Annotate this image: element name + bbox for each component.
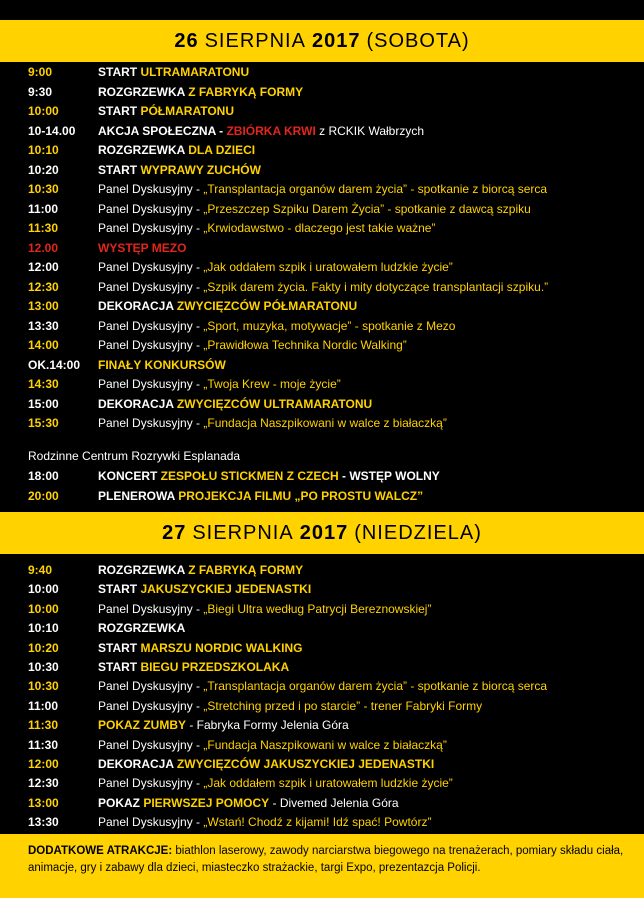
event-time: 10-14.00 — [28, 123, 76, 138]
event-time: 10:30 — [28, 182, 59, 196]
event-text: WYPRAWY ZUCHÓW — [140, 162, 261, 177]
event-description — [98, 374, 341, 394]
event-text: „Sport, muzyka, motywacje” - spotkanie z Mezo — [203, 318, 456, 333]
day2-month: SIERPNIA — [192, 521, 294, 544]
event-description — [98, 179, 547, 199]
event-description — [98, 676, 547, 696]
event-description — [98, 715, 349, 735]
additional-attractions — [0, 834, 644, 898]
schedule-row — [28, 296, 644, 316]
event-time: 10:20 — [28, 640, 59, 655]
event-description — [98, 335, 407, 355]
event-text: Panel Dyskusyjny - — [98, 815, 204, 830]
event-time: 11:00 — [28, 698, 59, 713]
schedule-row — [28, 82, 644, 102]
event-text: „Biegi Ultra według Patrycji Bereznowskiej” — [203, 601, 432, 616]
event-text: Panel Dyskusyjny - — [98, 776, 204, 791]
event-text: ULTRAMARATONU — [140, 65, 250, 79]
event-text: ROZGRZEWKA — [98, 621, 186, 636]
event-text: START — [98, 162, 141, 177]
day1-month: SIERPNIA — [204, 29, 306, 52]
event-description — [98, 218, 435, 238]
event-time: 10:10 — [28, 143, 59, 157]
event-description — [98, 355, 226, 375]
event-text: Panel Dyskusyjny - — [98, 182, 204, 196]
event-text: „Jak oddałem szpik i uratowałem ludzkie życie” — [203, 776, 453, 791]
schedule-row — [28, 560, 644, 580]
event-text: Panel Dyskusyjny - — [98, 416, 204, 430]
event-text: Panel Dyskusyjny - — [98, 260, 204, 274]
event-text: PÓŁMARATONU — [140, 104, 235, 118]
event-description — [98, 618, 185, 638]
day1-weekday: (SOBOTA) — [366, 29, 470, 52]
day1-header — [0, 20, 644, 62]
event-description — [98, 599, 431, 619]
event-text: ZWYCIĘZCÓW ULTRAMARATONU — [176, 396, 373, 411]
event-text: DEKORACJA — [98, 757, 177, 771]
schedule-row — [28, 257, 644, 277]
schedule-row — [28, 277, 644, 297]
event-text: - WSTĘP WOLNY — [338, 469, 440, 483]
event-time: 9:30 — [28, 84, 53, 99]
event-description — [98, 413, 447, 433]
event-text: Panel Dyskusyjny - — [98, 737, 204, 752]
event-text: WYSTĘP MEZO — [98, 240, 187, 255]
event-time: 15:00 — [28, 396, 59, 411]
day2-day: 27 — [162, 521, 187, 544]
schedule-row — [28, 466, 644, 486]
schedule-row — [28, 618, 644, 638]
event-text: Panel Dyskusyjny - — [98, 318, 204, 333]
schedule-row — [28, 657, 644, 677]
event-time: 10:00 — [28, 601, 59, 616]
event-description — [98, 257, 453, 277]
event-text: ZBIÓRKA KRWI — [226, 123, 316, 138]
event-time: 12:30 — [28, 279, 59, 294]
event-text: PROJEKCJA FILMU „PO PROSTU WALCZ” — [178, 488, 424, 503]
event-text: „Transplantacja organów darem życia” - spotkanie z biorcą serca — [203, 182, 548, 196]
schedule-row — [28, 754, 644, 774]
event-text: „Fundacja Naszpikowani w walce z białaczką” — [203, 416, 447, 430]
event-text: JAKUSZYCKIEJ JEDENASTKI — [140, 582, 312, 597]
event-description — [98, 140, 255, 160]
event-text: AKCJA SPOŁECZNA - — [98, 123, 227, 138]
schedule-row — [28, 355, 644, 375]
event-time: 11:30 — [28, 737, 59, 752]
event-text: START — [98, 582, 141, 597]
event-description — [98, 160, 261, 180]
event-description — [98, 316, 455, 336]
event-time: 11:30 — [28, 221, 59, 235]
event-text: Panel Dyskusyjny - — [98, 698, 204, 713]
day2-header — [0, 512, 644, 554]
event-text: „Stretching przed i po starcie” - trener Fabryki Formy — [203, 698, 483, 713]
event-text: „Krwiodawstwo - dlaczego jest takie ważne” — [203, 221, 436, 235]
event-time: 13:30 — [28, 318, 59, 333]
event-time: 13:00 — [28, 795, 59, 810]
footer-text — [28, 843, 628, 877]
event-description — [98, 560, 303, 580]
schedule-row — [28, 199, 644, 219]
schedule-row — [28, 238, 644, 258]
event-time: 14:00 — [28, 338, 59, 352]
schedule-row — [28, 62, 644, 82]
event-time: OK.14:00 — [28, 357, 81, 372]
event-description — [98, 638, 302, 658]
schedule-row — [28, 735, 644, 755]
event-text: BIEGU PRZEDSZKOLAKA — [140, 660, 290, 674]
event-text: PLENEROWA — [98, 488, 179, 503]
event-text: Panel Dyskusyjny - — [98, 338, 204, 352]
event-description — [98, 793, 399, 813]
event-description — [98, 238, 186, 258]
event-time: 10:00 — [28, 104, 59, 118]
event-text: Panel Dyskusyjny - — [98, 601, 204, 616]
schedule-row — [28, 696, 644, 716]
event-text: START — [98, 104, 141, 118]
venue-note: Rodzinne Centrum Rozrywki Esplanada — [28, 449, 241, 463]
event-description — [98, 82, 303, 102]
event-text: ROZGRZEWKA — [98, 84, 189, 99]
event-description — [98, 812, 431, 832]
event-text: DLA DZIECI — [188, 143, 256, 157]
schedule-row — [28, 374, 644, 394]
event-time: 11:30 — [28, 718, 59, 733]
event-time: 10:30 — [28, 679, 59, 694]
event-description — [98, 199, 531, 219]
schedule-row — [28, 486, 644, 506]
event-text: START — [98, 65, 141, 79]
event-text: POKAZ — [98, 795, 144, 810]
event-description — [98, 754, 434, 774]
event-description — [98, 773, 453, 793]
schedule-row — [28, 101, 644, 121]
schedule-row — [28, 335, 644, 355]
event-time: 10:20 — [28, 162, 59, 177]
event-description — [98, 696, 482, 716]
event-text: - Fabryka Formy Jelenia Góra — [186, 718, 349, 733]
event-description — [98, 735, 447, 755]
event-time: 13:30 — [28, 815, 59, 830]
schedule-row — [28, 579, 644, 599]
footer-body: biathlon laserowy, zawody narciarstwa biegowego na trenażerach, pomiary składu ciała, animacje, gry i zabawy dla dzieci, miasteczko strażackie, targi Expo, prezentazcja Policji. — [28, 845, 624, 874]
day2-weekday: (NIEDZIELA) — [354, 521, 482, 544]
event-text: DEKORACJA — [98, 396, 177, 411]
event-description — [98, 121, 424, 141]
event-text: „Przeszczep Szpiku Darem Życia” - spotkanie z dawcą szpiku — [203, 201, 531, 216]
event-time: 10:30 — [28, 660, 59, 674]
event-text: Panel Dyskusyjny - — [98, 279, 204, 294]
event-text: ZWYCIĘZCÓW JAKUSZYCKIEJ JEDENASTKI — [176, 757, 435, 771]
schedule-row — [28, 715, 644, 735]
schedule-row — [28, 160, 644, 180]
event-time: 10:00 — [28, 582, 59, 597]
event-text: ZWYCIĘZCÓW PÓŁMARATONU — [176, 299, 358, 313]
event-text: - Divemed Jelenia Góra — [269, 795, 399, 810]
event-time: 10:10 — [28, 621, 59, 636]
day1-day: 26 — [174, 29, 199, 52]
event-time: 12.00 — [28, 240, 59, 255]
schedule-row — [28, 394, 644, 414]
event-time: 12:00 — [28, 757, 59, 771]
event-text: Panel Dyskusyjny - — [98, 679, 204, 694]
event-time: 9:00 — [28, 65, 53, 79]
event-description — [98, 486, 423, 506]
event-description — [98, 394, 372, 414]
event-text: START — [98, 660, 141, 674]
event-time: 18:00 — [28, 469, 59, 483]
schedule-row — [28, 218, 644, 238]
schedule-row — [28, 793, 644, 813]
event-text: „Wstań! Chodź z kijami! Idź spać! Powtórz” — [203, 815, 432, 830]
event-text: KONCERT — [98, 469, 161, 483]
schedule-row — [28, 140, 644, 160]
event-text: „Prawidłowa Technika Nordic Walking” — [203, 338, 407, 352]
schedule-row — [28, 638, 644, 658]
event-description — [98, 62, 249, 82]
event-text: Panel Dyskusyjny - — [98, 221, 204, 235]
event-time: 14:30 — [28, 377, 59, 391]
event-text: Panel Dyskusyjny - — [98, 201, 204, 216]
day2-year: 2017 — [299, 521, 349, 544]
event-text: PIERWSZEJ POMOCY — [143, 795, 270, 810]
schedule-row — [28, 413, 644, 433]
event-text: MARSZU NORDIC WALKING — [140, 640, 303, 655]
event-time: 15:30 — [28, 416, 59, 430]
event-time: 13:00 — [28, 299, 59, 313]
schedule-row — [28, 812, 644, 832]
event-time: 11:00 — [28, 201, 59, 216]
event-time: 12:00 — [28, 260, 59, 274]
event-text: ROZGRZEWKA — [98, 563, 189, 577]
event-text: Z FABRYKĄ FORMY — [188, 84, 304, 99]
event-description — [98, 277, 548, 297]
event-text: „Jak oddałem szpik i uratowałem ludzkie życie” — [203, 260, 453, 274]
event-description — [98, 579, 311, 599]
event-text: z RCKIK Wałbrzych — [315, 123, 425, 138]
day1-year: 2017 — [311, 29, 361, 52]
event-text: POKAZ ZUMBY — [98, 718, 186, 733]
event-text: ROZGRZEWKA — [98, 143, 189, 157]
schedule-row — [28, 121, 644, 141]
footer-label: DODATKOWE ATRAKCJE: — [28, 845, 173, 857]
event-text: ZESPOŁU STICKMEN Z CZECH — [160, 469, 339, 483]
schedule-row — [28, 773, 644, 793]
schedule-row — [28, 179, 644, 199]
event-text: „Twoja Krew - moje życie” — [203, 377, 341, 391]
event-text: „Szpik darem życia. Fakty i mity dotyczące transplantacji szpiku.” — [203, 279, 549, 294]
event-description — [98, 466, 440, 486]
schedule-row — [28, 599, 644, 619]
event-time: 12:30 — [28, 776, 59, 791]
event-time: 20:00 — [28, 488, 59, 503]
event-text: DEKORACJA — [98, 299, 177, 313]
schedule-row — [28, 676, 644, 696]
event-description — [98, 296, 357, 316]
event-text: „Transplantacja organów darem życia” - spotkanie z biorcą serca — [203, 679, 548, 694]
event-description — [98, 657, 289, 677]
schedule-row — [28, 316, 644, 336]
event-time: 9:40 — [28, 563, 53, 577]
event-text: Z FABRYKĄ FORMY — [188, 563, 304, 577]
event-description — [98, 101, 234, 121]
event-text: FINAŁY KONKURSÓW — [98, 357, 226, 372]
event-text: Panel Dyskusyjny - — [98, 377, 204, 391]
event-text: START — [98, 640, 141, 655]
event-text: „Fundacja Naszpikowani w walce z białaczką” — [203, 737, 447, 752]
